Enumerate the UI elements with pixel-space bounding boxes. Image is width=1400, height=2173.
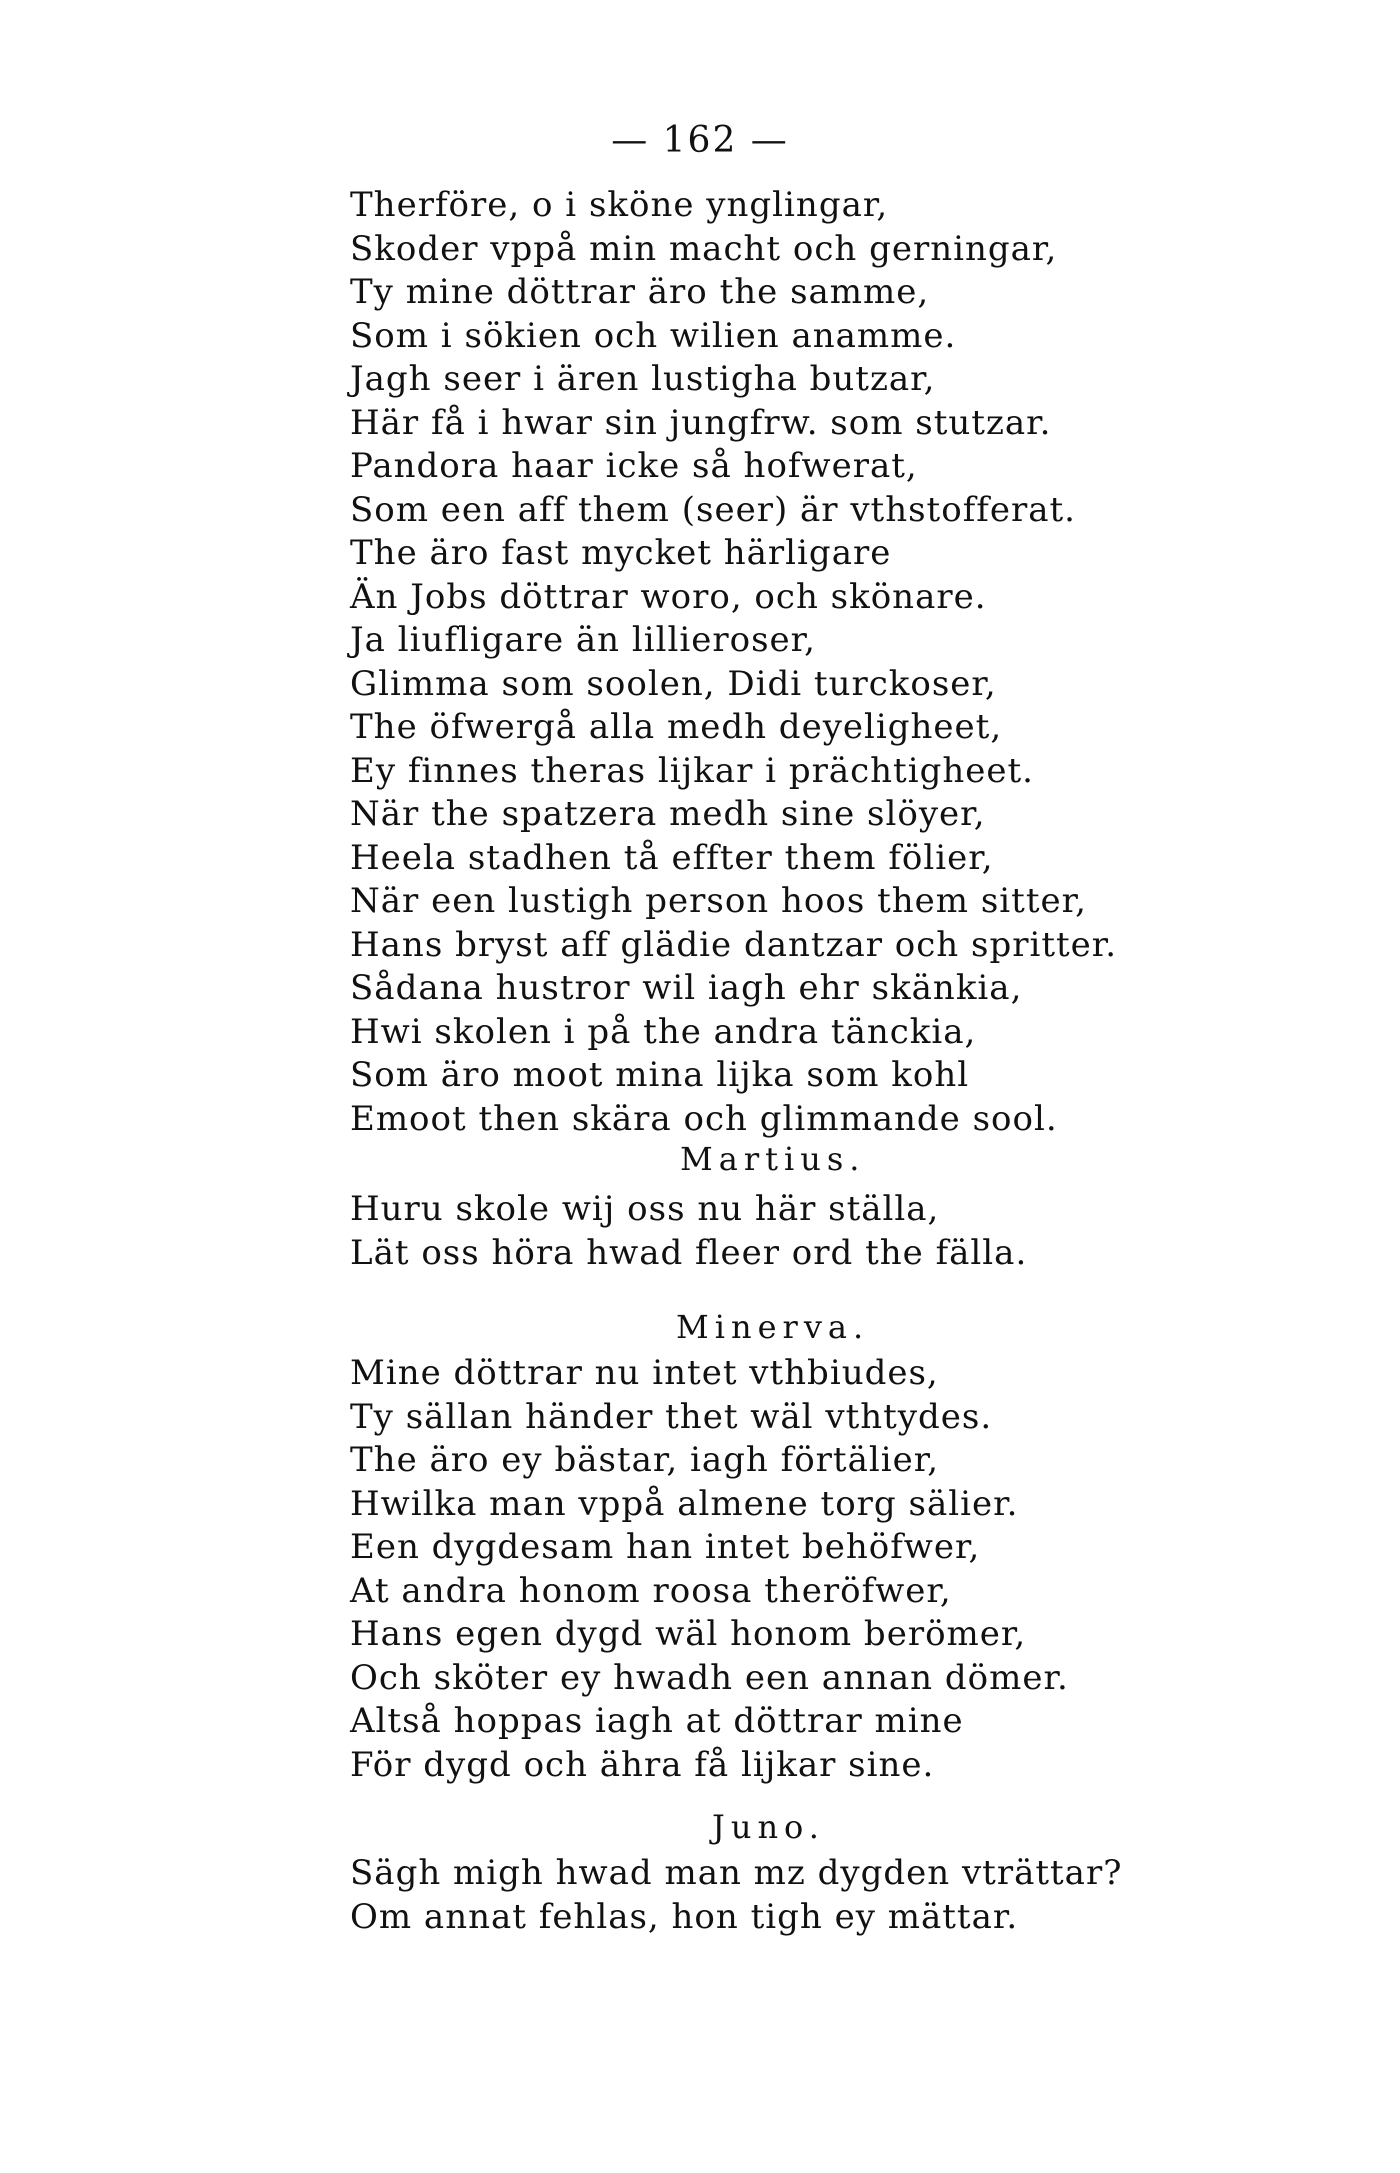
verse-line: Therföre, o i sköne ynglingar, <box>350 185 889 225</box>
verse-line: Här få i hwar sin jungfrw. som stutzar. <box>350 402 1052 443</box>
stanza-martius <box>350 1188 1350 1275</box>
verse-line: Och sköter ey hwadh een annan dömer. <box>350 1657 1069 1698</box>
verse-line: At andra honom roosa theröfwer, <box>350 1570 952 1611</box>
verse-line: Skoder vppå min macht och gerningar, <box>350 228 1058 269</box>
verse-line: Glimma som soolen, Didi turckoser, <box>350 663 997 704</box>
speaker-heading-minerva: Minerva. <box>676 1308 870 1346</box>
stanza-minerva <box>350 1352 1350 1787</box>
verse-line: The äro fast mycket härligare <box>350 533 892 573</box>
verse-line: Pandora haar icke så hofwerat, <box>350 446 918 486</box>
verse-line: Än Jobs döttrar woro, och skönare. <box>350 576 987 617</box>
verse-line: Som i sökien och wilien anamme. <box>350 315 957 356</box>
verse-line: Som äro moot mina lijka som kohl <box>350 1055 970 1095</box>
verse-line: Emoot then skära och glimmande sool. <box>350 1098 1058 1139</box>
verse-line: Huru skole wij oss nu här ställa, <box>350 1189 940 1229</box>
verse-line: Lät oss höra hwad fleer ord the fälla. <box>350 1232 1028 1273</box>
verse-line: Altså hoppas iagh at döttrar mine <box>350 1701 964 1741</box>
verse-line: För dygd och ähra få lijkar sine. <box>350 1744 935 1785</box>
verse-line: När the spatzera medh sine slöyer, <box>350 794 986 834</box>
stanza-juno <box>350 1852 1350 1939</box>
verse-line: Ty mine döttrar äro the samme, <box>350 272 930 312</box>
verse-line: Hans bryst aff glädie dantzar och spritter. <box>350 924 1118 965</box>
verse-line: Hans egen dygd wäl honom berömer, <box>350 1614 1027 1654</box>
speaker-heading-juno: Juno. <box>712 1808 825 1846</box>
verse-line: Ey finnes theras lijkar i prächtigheet. <box>350 750 1034 791</box>
verse-line: Ty sällan händer thet wäl vthtydes. <box>350 1396 993 1437</box>
speaker-heading-martius: Martius. <box>680 1140 866 1178</box>
verse-line: The äro ey bästar, iagh förtälier, <box>350 1440 940 1480</box>
verse-line: Som een aff them (seer) är vthstofferat. <box>350 489 1076 530</box>
verse-line: Jagh seer i ären lustigha butzar, <box>350 359 936 399</box>
verse-line: Mine döttrar nu intet vthbiudes, <box>350 1353 939 1393</box>
verse-line: Sådana hustror wil iagh ehr skänkia, <box>350 968 1023 1008</box>
verse-line: The öfwergå alla medh deyeligheet, <box>350 707 1003 747</box>
verse-line: Een dygdesam han intet behöfwer, <box>350 1527 981 1567</box>
verse-line: När een lustigh person hoos them sitter, <box>350 881 1087 921</box>
page-number: — 162 — <box>611 120 789 161</box>
stanza-opening <box>350 184 1350 1141</box>
verse-line: Heela stadhen tå effter them fölier, <box>350 837 994 878</box>
verse-line: Sägh migh hwad man mz dygden vträttar? <box>350 1853 1123 1893</box>
verse-line: Hwilka man vppå almene torg sälier. <box>350 1483 1019 1524</box>
verse-line: Hwi skolen i på the andra tänckia, <box>350 1011 977 1052</box>
verse-line: Om annat fehlas, hon tigh ey mättar. <box>350 1896 1019 1937</box>
verse-line: Ja liufligare än lillieroser, <box>350 620 816 660</box>
